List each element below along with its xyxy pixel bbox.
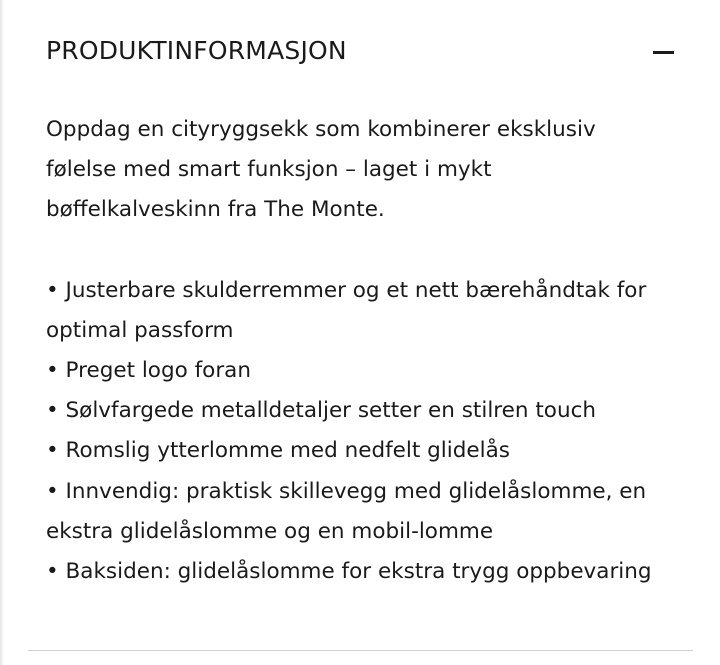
section-divider	[28, 650, 693, 651]
feature-item: • Baksiden: glidelåslomme for ekstra trygg oppbevaring	[46, 559, 652, 585]
feature-item: • Preget logo foran	[46, 358, 251, 384]
feature-list	[46, 271, 686, 593]
product-description: Oppdag en cityryggsekk som kombinerer eksklusiv følelse med smart funksjon – laget i mykt bøffelkalveskinn fra The Monte.	[46, 117, 596, 223]
feature-item: • Sølvfargede metalldetaljer setter en stilren touch	[46, 398, 597, 424]
accordion-title: PRODUKTINFORMASJON	[46, 36, 347, 65]
feature-item: • Justerbare skulderremmer og et nett bærehåndtak for optimal passform	[46, 277, 647, 343]
accordion-header[interactable]	[28, 22, 692, 86]
minus-icon[interactable]	[653, 51, 674, 54]
feature-item: • Innvendig: praktisk skillevegg med glidelåslomme, en ekstra glidelåslomme og en mobil-lomme	[46, 478, 647, 544]
feature-item: • Romslig ytterlomme med nedfelt glidelås	[46, 438, 510, 464]
paragraph-spacer	[46, 231, 686, 271]
accordion-content	[46, 110, 686, 592]
